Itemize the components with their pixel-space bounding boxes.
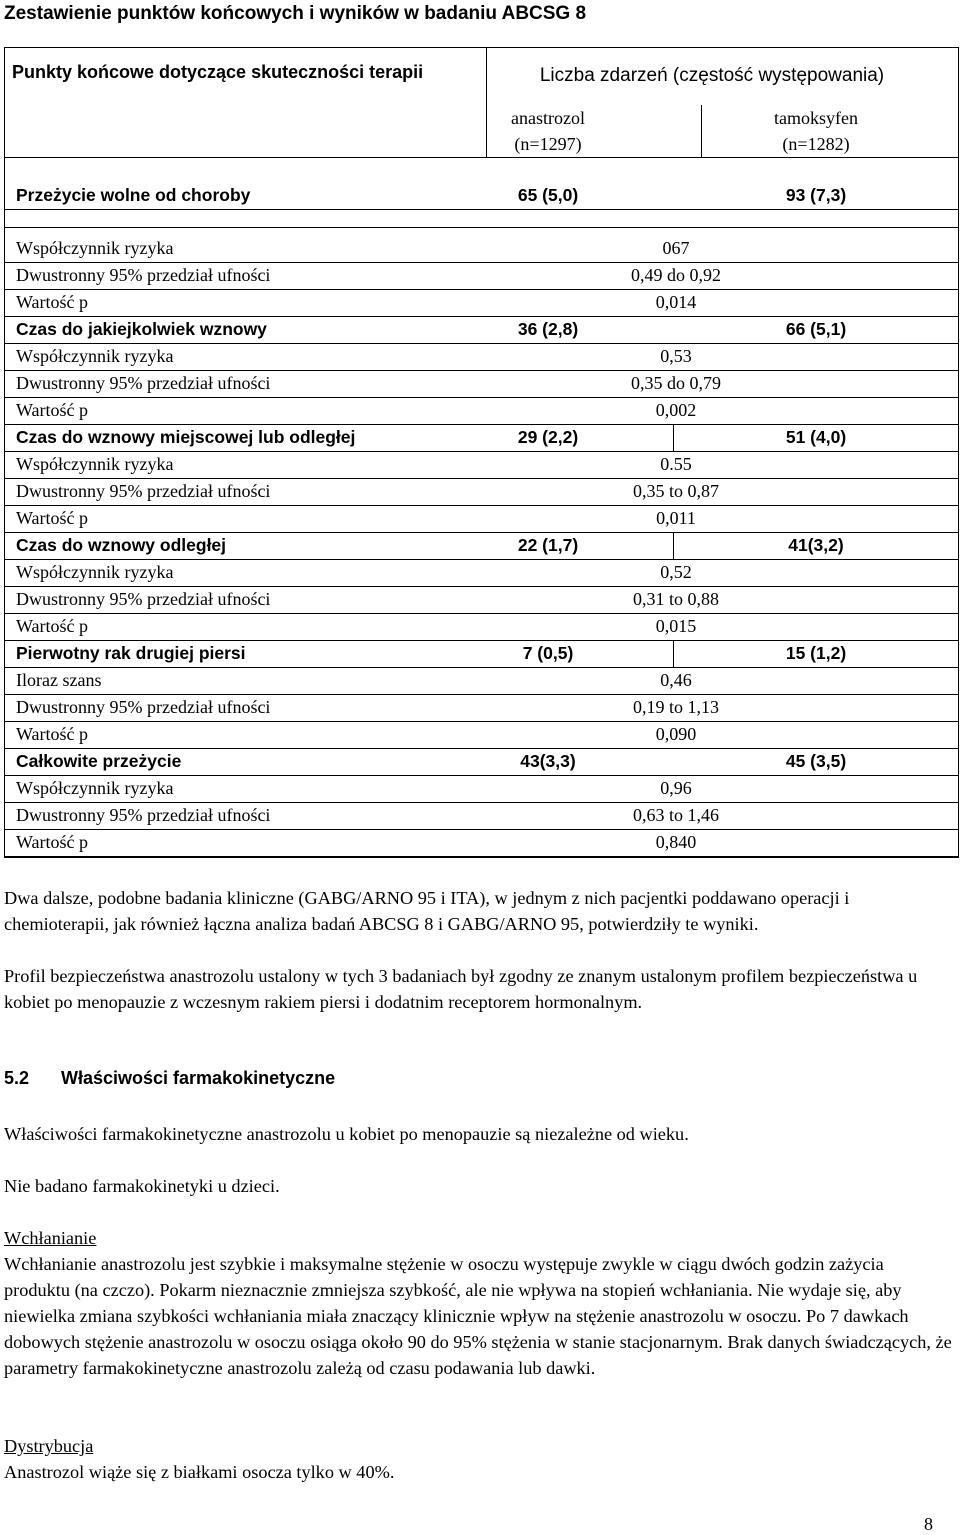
paragraph-children: Nie badano farmakokinetyki u dzieci. xyxy=(4,1176,280,1196)
statistic-value: 0,96 xyxy=(660,778,692,798)
paragraph-age-independence: Właściwości farmakokinetyczne anastrozolu u kobiet po menopauzie są niezależne od wieku. xyxy=(4,1124,689,1144)
statistic-value: 067 xyxy=(662,238,690,258)
statistic-value: 0,53 xyxy=(660,346,692,366)
row-rule xyxy=(4,316,959,317)
row-rule xyxy=(4,694,959,695)
table-row-label: Dwustronny 95% przedział ufności xyxy=(16,373,271,393)
value-divider xyxy=(673,424,674,451)
row-rule xyxy=(4,532,959,533)
table-header-endpoints: Punkty końcowe dotyczące skuteczności terapii xyxy=(12,62,424,82)
table-row-label: Współczynnik ryzyka xyxy=(16,346,174,366)
row-rule xyxy=(4,343,959,344)
statistic-value: 0,35 to 0,87 xyxy=(632,481,719,501)
table-row-label: Wartość p xyxy=(16,508,89,528)
table-row-label: Wartość p xyxy=(16,616,89,636)
row-rule xyxy=(4,667,959,668)
table-row-label: Dwustronny 95% przedział ufności xyxy=(16,265,271,285)
table-row-label: Wartość p xyxy=(16,832,89,852)
header-divider xyxy=(486,47,487,157)
table-row-label: Współczynnik ryzyka xyxy=(16,562,174,582)
row-rule xyxy=(4,721,959,722)
statistic-value: 0,011 xyxy=(656,508,696,528)
header-col-divider xyxy=(701,105,702,157)
statistic-value: 0,002 xyxy=(655,400,697,420)
statistic-value: 0,840 xyxy=(655,832,697,852)
anastrozol-value: 65 (5,0) xyxy=(517,185,579,205)
statistic-value: 0,31 to 0,88 xyxy=(632,589,719,609)
row-rule xyxy=(4,478,959,479)
value-divider xyxy=(673,640,674,667)
table-row-label: Czas do wznowy miejscowej lub odległej xyxy=(16,427,356,447)
anastrozol-value: 7 (0,5) xyxy=(522,643,574,663)
paragraph-safety-profile: Profil bezpieczeństwa anastrozolu ustalony w tych 3 badaniach był zgodny ze znanym ustalonym profilem bezpieczeństwa u kobiet po menopauzie z wczesnym rakiem piersi i dodatnim receptorem hormonalnym. xyxy=(4,966,918,1012)
table-row-label: Wartość p xyxy=(16,724,89,744)
table-row-label: Dwustronny 95% przedział ufności xyxy=(16,805,271,825)
table-row-label: Przeżycie wolne od choroby xyxy=(16,185,251,205)
section-heading xyxy=(4,1068,335,1089)
table-row-label: Całkowite przeżycie xyxy=(16,751,182,771)
statistic-value: 0,46 xyxy=(660,670,692,690)
row-rule xyxy=(4,586,959,587)
row-rule xyxy=(4,856,959,857)
paragraph-additional-trials: Dwa dalsze, podobne badania kliniczne (GABG/ARNO 95 i ITA), w jednym z nich pacjentki poddawano operacji i chemioterapii, jak również łączna analiza badań ABCSG 8 i GABG/ARNO 95, potwierdziły te wyniki. xyxy=(4,888,850,934)
row-rule xyxy=(4,209,959,210)
table-header-events: Liczba zdarzeń (częstość występowania) xyxy=(539,65,885,86)
tamoksyfen-value: 66 (5,1) xyxy=(785,319,847,339)
table-row-label: Dwustronny 95% przedział ufności xyxy=(16,697,271,717)
tamoksyfen-value: 51 (4,0) xyxy=(785,427,847,447)
anastrozol-value: 43(3,3) xyxy=(520,751,576,771)
table-row-label: Iloraz szans xyxy=(16,670,102,690)
row-rule xyxy=(4,613,959,614)
row-rule xyxy=(4,559,959,560)
statistic-value: 0,014 xyxy=(655,292,697,312)
table-row-label: Współczynnik ryzyka xyxy=(16,454,174,474)
endpoints-table xyxy=(4,47,959,858)
tamoksyfen-value: 41(3,2) xyxy=(788,535,844,555)
row-rule xyxy=(4,802,959,803)
section-title: Właściwości farmakokinetyczne xyxy=(61,1068,336,1088)
paragraph-distribution: Anastrozol wiąże się z białkami osocza tylko w 40%. xyxy=(4,1462,395,1482)
statistic-value: 0,35 do 0,79 xyxy=(631,373,721,393)
tamoksyfen-value: 15 (1,2) xyxy=(785,643,847,663)
table-row-label: Pierwotny rak drugiej piersi xyxy=(16,643,246,663)
subheading-distribution: Dystrybucja xyxy=(4,1436,94,1456)
row-rule xyxy=(4,370,959,371)
row-rule xyxy=(4,748,959,749)
row-rule xyxy=(4,424,959,425)
row-rule xyxy=(4,397,959,398)
row-rule xyxy=(4,640,959,641)
document-title: Zestawienie punktów końcowych i wyników w badaniu ABCSG 8 xyxy=(4,3,587,24)
row-rule xyxy=(4,829,959,830)
table-row-label: Współczynnik ryzyka xyxy=(16,238,174,258)
table-row-label: Dwustronny 95% przedział ufności xyxy=(16,589,271,609)
row-rule xyxy=(4,505,959,506)
column-header-tamoksyfen: tamoksyfen (n=1282) xyxy=(774,108,858,154)
row-rule xyxy=(4,262,959,263)
table-row-label: Dwustronny 95% przedział ufności xyxy=(16,481,271,501)
table-row-label: Czas do wznowy odległej xyxy=(16,535,227,555)
statistic-value: 0,52 xyxy=(660,562,692,582)
column-header-anastrozol: anastrozol (n=1297) xyxy=(511,108,585,154)
section-number: 5.2 xyxy=(4,1068,30,1088)
table-row-label: Wartość p xyxy=(16,400,89,420)
paragraph-absorption: Wchłanianie anastrozolu jest szybkie i maksymalne stężenie w osoczu występuje zwykle w ciągu dwóch godzin zażycia produktu (na czczo). Pokarm nieznacznie zmniejsza szybkość, ale nie wpływa na stopień wchłaniania. Nie wydaje się, aby niewielka zmiana szybkości wchłaniania miała znaczący klinicznie wpływ na stężenie anastrozolu w osoczu. Po 7 dawkach dobowych stężenie anastrozolu w osoczu osiąga około 90 do 95% stężenia w stanie stacjonarnym. Brak danych świadczących, że parametry farmakokinetyczne anastrozolu zależą od czasu podawania lub dawki. xyxy=(4,1254,952,1378)
page-number: 8 xyxy=(924,1514,933,1534)
table-row-label: Czas do jakiejkolwiek wznowy xyxy=(16,319,267,339)
row-rule xyxy=(4,451,959,452)
table-row-label: Współczynnik ryzyka xyxy=(16,778,174,798)
subheading-absorption: Wchłanianie xyxy=(4,1228,97,1248)
statistic-value: 0.55 xyxy=(660,454,692,474)
anastrozol-value: 36 (2,8) xyxy=(517,319,579,339)
statistic-value: 0,090 xyxy=(655,724,697,744)
row-rule xyxy=(4,775,959,776)
statistic-value: 0,49 do 0,92 xyxy=(631,265,721,285)
anastrozol-value: 22 (1,7) xyxy=(517,535,579,555)
statistic-value: 0,63 to 1,46 xyxy=(632,805,719,825)
row-rule xyxy=(4,289,959,290)
statistic-value: 0,015 xyxy=(655,616,697,636)
anastrozol-value: 29 (2,2) xyxy=(517,427,579,447)
header-bottom-rule xyxy=(4,157,959,158)
tamoksyfen-value: 93 (7,3) xyxy=(785,185,847,205)
value-divider xyxy=(673,532,674,559)
tamoksyfen-value: 45 (3,5) xyxy=(785,751,847,771)
statistic-value: 0,19 to 1,13 xyxy=(632,697,719,717)
table-row-label: Wartość p xyxy=(16,292,89,312)
row-rule xyxy=(4,227,959,228)
